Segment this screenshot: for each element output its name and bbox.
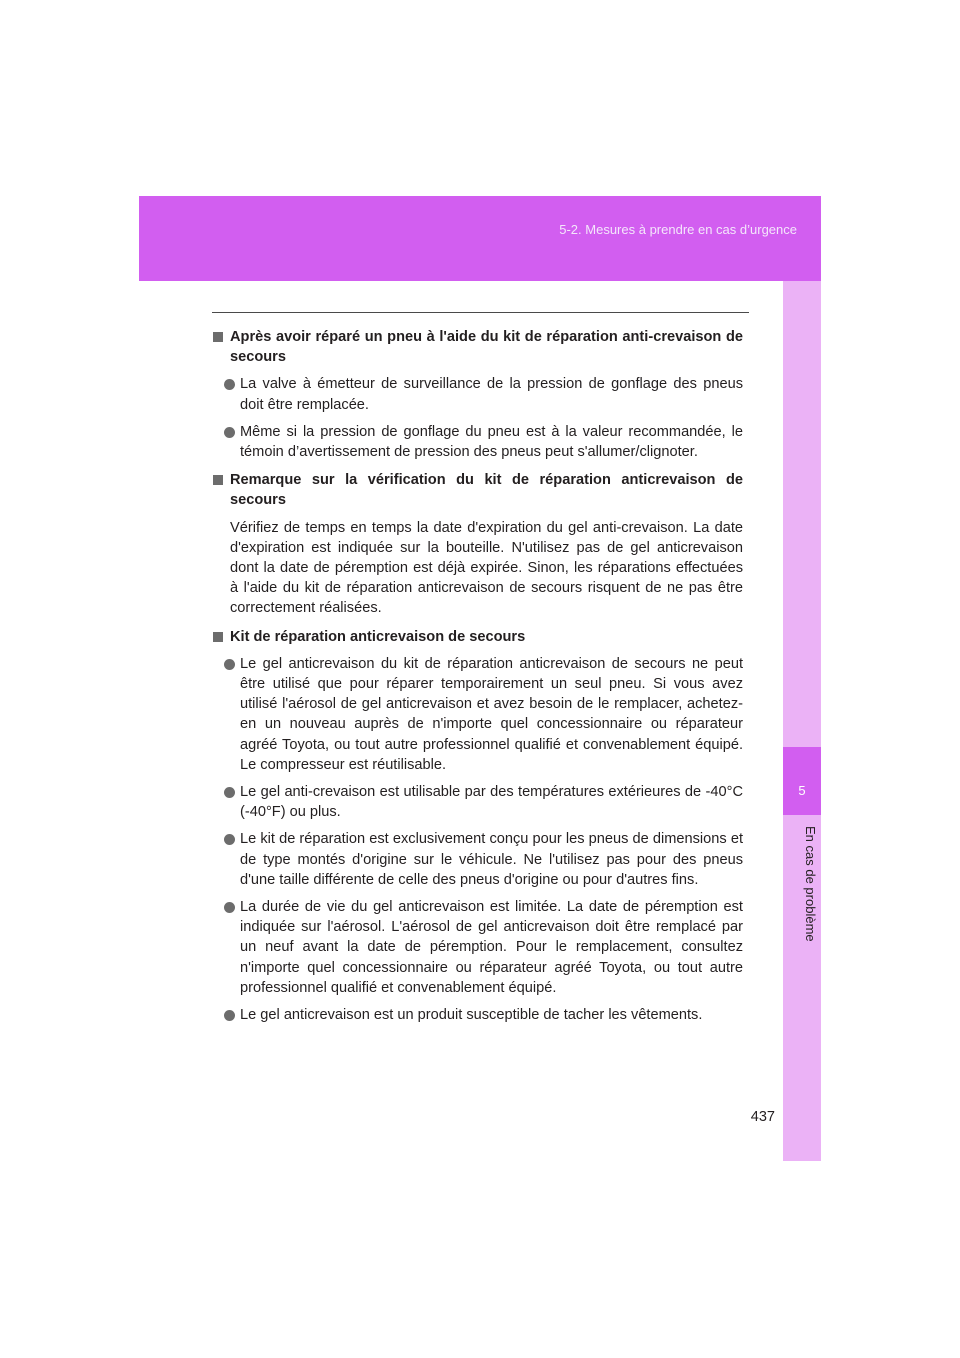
section-title: 5-2. Mesures à prendre en cas d’urgence bbox=[559, 222, 797, 237]
list-item bbox=[213, 829, 743, 890]
section-header-band bbox=[139, 196, 821, 281]
list-item-text: La valve à émetteur de surveillance de la pression de gonflage des pneus doit être remplacée. bbox=[240, 376, 743, 413]
section-heading bbox=[213, 627, 743, 647]
list-item bbox=[213, 374, 743, 414]
section-repair-kit bbox=[213, 627, 743, 1026]
list-item-text: Le gel anticrevaison du kit de réparation anticrevaison de secours ne peut être utilisé que pour réparer temporairement un seul pneu. Si vous avez utilisé l'aérosol de gel anticrevaison et avez besoin de le remplacer, achetez-en un nouveau auprès de n'importe quel concessionnaire ou réparateur agréé Toyota, ou tout autre professionnel qualifié et convenablement équipé. Le compresseur est réutilisable. bbox=[240, 655, 743, 773]
round-bullet-icon bbox=[224, 902, 235, 913]
list-item bbox=[213, 654, 743, 775]
list-item-text: Le gel anti-crevaison est utilisable par des températures extérieures de -40°C (-40°F) ou plus. bbox=[240, 784, 743, 821]
section-heading bbox=[213, 470, 743, 510]
chapter-side-tab bbox=[783, 281, 821, 1161]
round-bullet-icon bbox=[224, 659, 235, 670]
chapter-number: 5 bbox=[798, 783, 806, 798]
list-item bbox=[213, 897, 743, 998]
section-heading bbox=[213, 327, 743, 367]
round-bullet-icon bbox=[224, 1010, 235, 1021]
round-bullet-icon bbox=[224, 379, 235, 390]
content-divider bbox=[212, 312, 749, 313]
square-bullet-icon bbox=[213, 332, 223, 342]
square-bullet-icon bbox=[213, 475, 223, 485]
list-item-text: Le gel anticrevaison est un produit susceptible de tacher les vêtements. bbox=[240, 1007, 703, 1024]
page-content bbox=[213, 327, 743, 1032]
square-bullet-icon bbox=[213, 632, 223, 642]
round-bullet-icon bbox=[224, 427, 235, 438]
list-item bbox=[213, 422, 743, 462]
list-item-text: Le kit de réparation est exclusivement conçu pour les pneus de dimensions et de type montés d'origine sur le véhicule. Ne l'utilisez pas pour des pneus d'une taille différente de celle des pneus d'origine ou pour d'autres fins. bbox=[240, 831, 743, 888]
section-paragraph: Vérifiez de temps en temps la date d'expiration du gel anti-crevaison. La date d'expiration est indiquée sur la bouteille. N'utilisez pas de gel anticrevaison dont la date de péremption est déjà expirée. Sinon, les réparations effectuées à l'aide du kit de réparation anticrevaison de secours risquent de ne pas être correctement réalisées. bbox=[230, 519, 743, 617]
section-heading-text: Après avoir réparé un pneu à l'aide du kit de réparation anti-crevaison de secours bbox=[230, 329, 743, 366]
section-heading-text: Remarque sur la vérification du kit de réparation anticrevaison de secours bbox=[230, 472, 743, 509]
section-kit-check bbox=[213, 470, 743, 618]
list-item-text: La durée de vie du gel anticrevaison est limitée. La date de péremption est indiquée sur l'aérosol. L'aérosol de gel anticrevaison doit être remplacé par un neuf avant la date de péremption. Pour le remplacement, consultez n'importe quel concessionnaire ou réparateur agréé Toyota, ou tout autre professionnel qualifié et convenablement équipé. bbox=[240, 899, 743, 996]
section-heading-text: Kit de réparation anticrevaison de secours bbox=[230, 628, 526, 645]
list-item bbox=[213, 1005, 743, 1025]
list-item-text: Même si la pression de gonflage du pneu est à la valeur recommandée, le témoin d’avertissement de pression des pneus peut s'allumer/clignoter. bbox=[240, 423, 743, 461]
chapter-tab-marker bbox=[783, 747, 821, 815]
round-bullet-icon bbox=[224, 834, 235, 845]
round-bullet-icon bbox=[224, 787, 235, 798]
chapter-name: En cas de problème bbox=[803, 826, 818, 942]
page-number: 437 bbox=[750, 1109, 775, 1125]
section-after-repair bbox=[213, 327, 743, 462]
list-item bbox=[213, 782, 743, 822]
